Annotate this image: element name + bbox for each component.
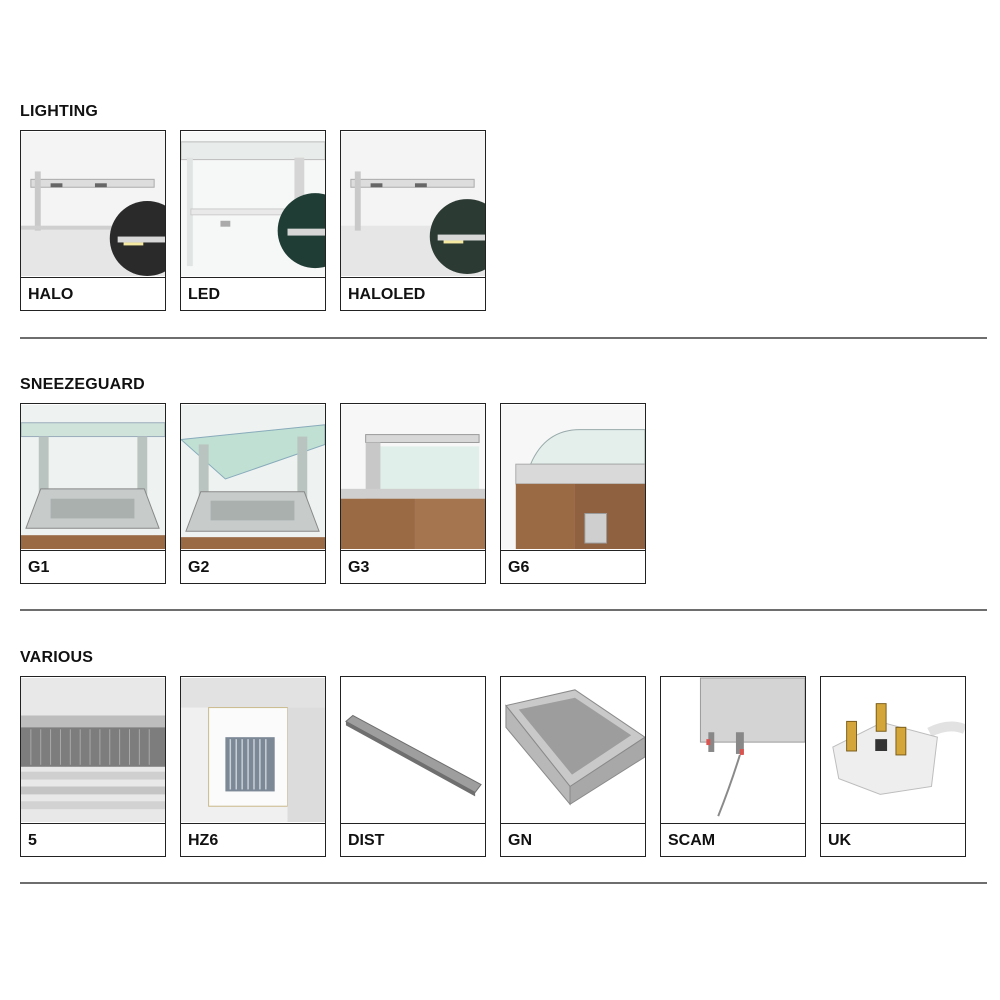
option-card-g1[interactable] (20, 403, 166, 584)
option-label: DIST (348, 832, 385, 849)
option-label: G2 (188, 559, 210, 576)
led-lighting-image (181, 131, 325, 278)
haloled-lighting-image (341, 131, 485, 278)
section-divider (20, 337, 987, 339)
option-card-gn[interactable] (500, 676, 646, 857)
gastronorm-pan-image (501, 677, 645, 824)
option-card-led[interactable] (180, 130, 326, 311)
halo-lighting-image (21, 131, 165, 278)
option-card-5[interactable] (20, 676, 166, 857)
option-label: HALO (28, 286, 74, 303)
grill-module-image (21, 677, 165, 824)
option-label: HALOLED (348, 286, 426, 303)
section-title-lighting: LIGHTING (20, 103, 99, 120)
option-label: HZ6 (188, 832, 219, 849)
option-card-haloled[interactable] (340, 130, 486, 311)
uk-plug-image (821, 677, 965, 824)
option-label: G3 (348, 559, 370, 576)
option-label: UK (828, 832, 852, 849)
g3-sneezeguard-image (341, 404, 485, 551)
option-card-uk[interactable] (820, 676, 966, 857)
option-card-hz6[interactable] (180, 676, 326, 857)
option-card-scam[interactable] (660, 676, 806, 857)
option-label: LED (188, 286, 220, 303)
option-label: 5 (28, 832, 37, 849)
option-card-g6[interactable] (500, 403, 646, 584)
section-divider (20, 882, 987, 884)
option-card-g2[interactable] (180, 403, 326, 584)
option-label: GN (508, 832, 532, 849)
option-card-g3[interactable] (340, 403, 486, 584)
divider-bar-image (341, 677, 485, 824)
section-title-sneezeguard: SNEEZEGUARD (20, 376, 145, 393)
option-card-dist[interactable] (340, 676, 486, 857)
heat-exchanger-probe-image (661, 677, 805, 824)
option-label: SCAM (668, 832, 716, 849)
section-title-various: VARIOUS (20, 649, 94, 666)
option-card-halo[interactable] (20, 130, 166, 311)
section-divider (20, 609, 987, 611)
g6-sneezeguard-image (501, 404, 645, 551)
option-label: G1 (28, 559, 50, 576)
g2-sneezeguard-image (181, 404, 325, 551)
condenser-unit-image (181, 677, 325, 824)
option-label: G6 (508, 559, 530, 576)
g1-sneezeguard-image (21, 404, 165, 551)
